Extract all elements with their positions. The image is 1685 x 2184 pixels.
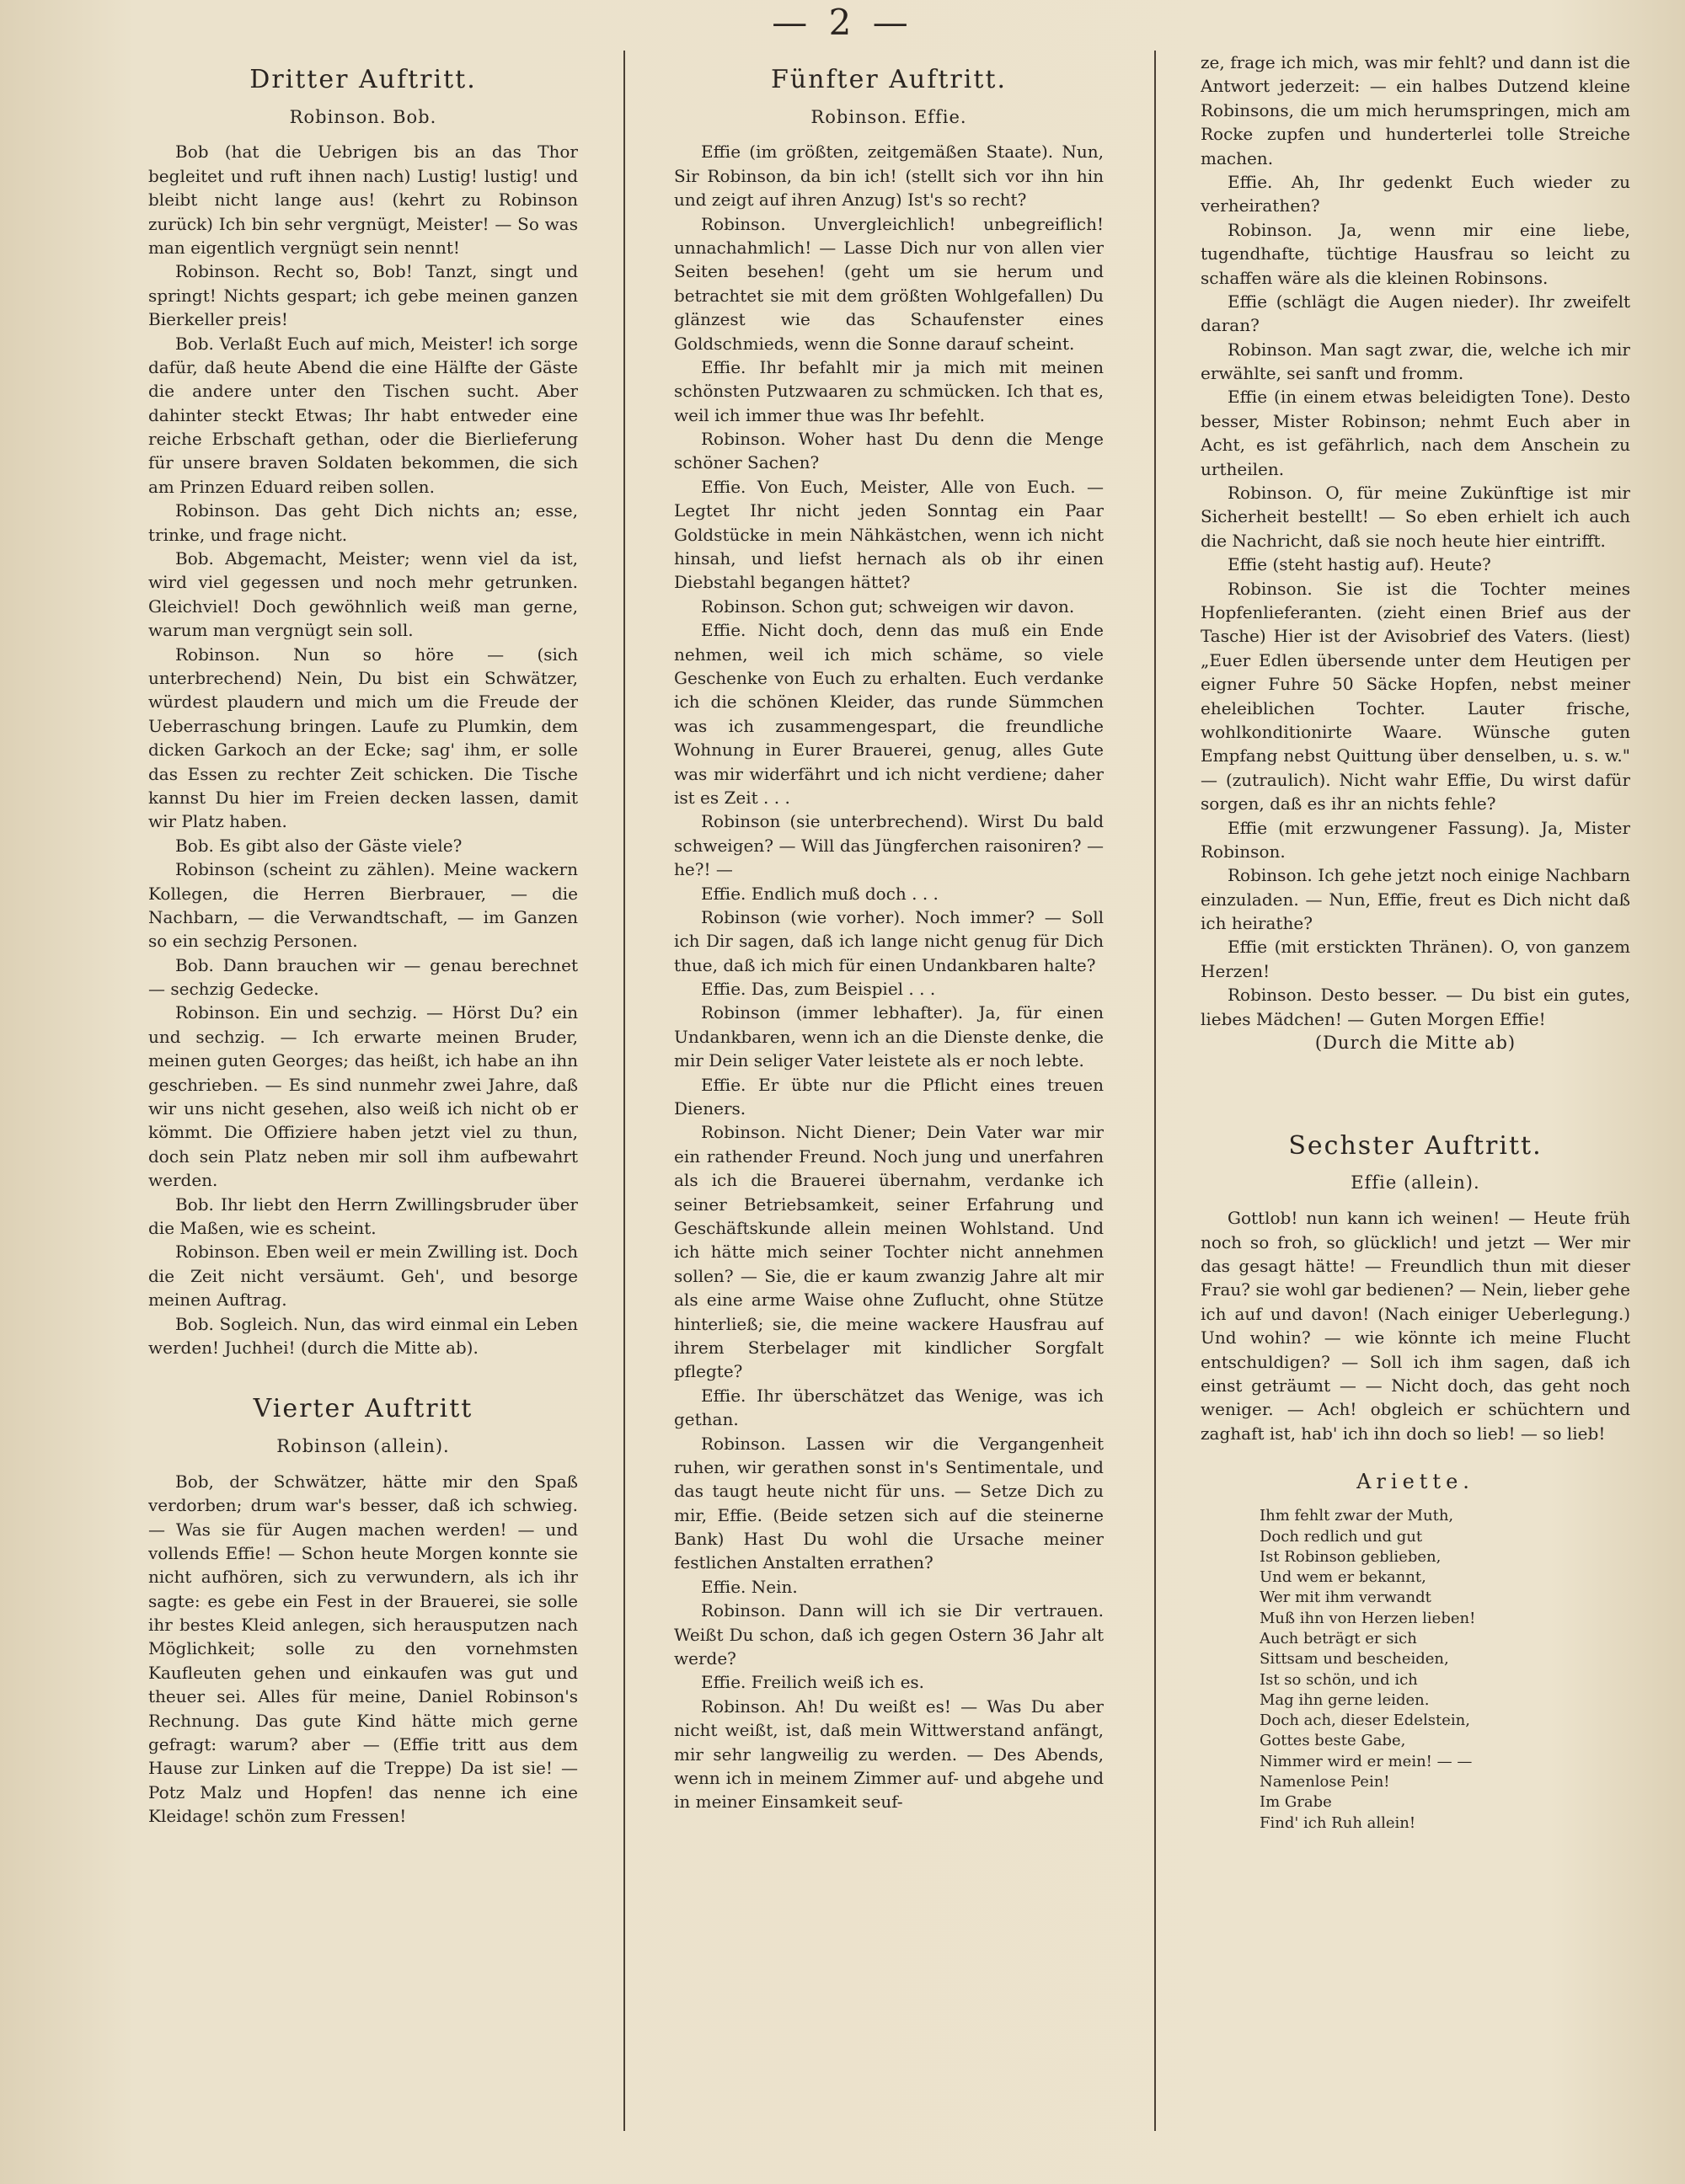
dialogue-paragraph: Robinson. Woher hast Du denn die Menge schöner Sachen?	[674, 429, 1104, 473]
scene-subheading: (Durch die Mitte ab)	[1314, 1033, 1516, 1054]
dialogue-paragraph: Robinson. Ja, wenn mir eine liebe, tugendhafte, tüchtige Hausfrau so leicht zu schaffen wäre als die kleinen Robinsons.	[1201, 219, 1630, 288]
dialogue-paragraph: Robinson. Man sagt zwar, die, welche ich mir erwählte, sei sanft und fromm.	[1201, 339, 1630, 384]
dialogue-paragraph: Gottlob! nun kann ich weinen! — Heute früh noch so froh, so glücklich! und jetzt — Wer mir das gesagt hätte! — Freundlich thun mit dieser Frau? sie wohl gar bedienen? — Nein, lieber gehe ich auf und davon! (Nach einiger Ueberlegung.) Und wohin? — wie könnte ich meine Flucht entschuldigen? — Soll ich ihm sagen, daß ich einst geträumt — — Nicht doch, das geht noch weniger. — Ach! obgleich er schüchtern und zaghaft ist, hab' ich ihn doch so lieb! — so lieb!	[1201, 1208, 1630, 1444]
scene-subheading: Robinson. Bob.	[289, 106, 437, 127]
song-line: Wer mit ihm verwandt	[1260, 1589, 1431, 1607]
dialogue-paragraph: Effie. Er übte nur die Pflicht eines treuen Dieners.	[674, 1074, 1104, 1119]
scene-heading: Fünfter Auftritt.	[771, 65, 1007, 94]
dialogue-paragraph: Robinson (immer lebhafter). Ja, für einen Undankbaren, wenn ich an die Dienste denke, die mir Dein seliger Vater leistete als er noch lebte.	[674, 1002, 1104, 1071]
dialogue-paragraph: Effie (mit erstickten Thränen). O, von ganzem Herzen!	[1201, 937, 1630, 981]
dialogue-paragraph: Effie. Von Euch, Meister, Alle von Euch. — Legtet Ihr nicht jeden Sonntag ein Paar Goldstücke in mein Nähkästchen, wenn ich nicht hinsah, und liefst hernach als ob ihr einen Diebstahl begangen hättet?	[674, 476, 1104, 593]
page-number: — 2 —	[772, 2, 913, 43]
dialogue-paragraph: Robinson. Lassen wir die Vergangenheit ruhen, wir gerathen sonst in's Sentimentale, und das taugt heute nicht für uns. — Setze Dich zu mir, Effie. (Beide setzen sich auf die steinerne Bank) Hast Du wohl die Ursache meiner festlichen Anstalten errathen?	[674, 1433, 1104, 1573]
dialogue-paragraph: Effie. Das, zum Beispiel . . .	[701, 979, 936, 1000]
dialogue-paragraph: Effie (in einem etwas beleidigten Tone). Desto besser, Mister Robinson; nehmt Euch aber in Acht, es ist gefährlich, nach dem Anschein zu urtheilen.	[1201, 387, 1630, 479]
dialogue-paragraph: Robinson. Ah! Du weißt es! — Was Du aber nicht weißt, ist, daß mein Wittwerstand anfängt, mir sehr langweilig zu werden. — Des Abends, wenn ich in meinem Zimmer auf- und abgehe und in meiner Einsamkeit seuf-	[674, 1695, 1104, 1813]
dialogue-paragraph: Robinson. Schon gut; schweigen wir davon.	[701, 595, 1075, 617]
dialogue-paragraph: Robinson. Nun so höre — (sich unterbrechend) Nein, Du bist ein Schwätzer, würdest plaudern und mich um die Freude der Ueberraschung bringen. Laufe zu Plumkin, dem dicken Garkoch an der Ecke; sag' ihm, er solle das Essen zu rechter Zeit schicken. Die Tische kannst Du hier im Freien decken lassen, damit wir Platz haben.	[148, 643, 578, 832]
dialogue-paragraph: Robinson. Desto besser. — Du bist ein gutes, liebes Mädchen! — Guten Morgen Effie!	[1201, 985, 1630, 1029]
dialogue-paragraph: Effie. Freilich weiß ich es.	[701, 1672, 925, 1693]
song-line: Doch redlich und gut	[1260, 1527, 1423, 1546]
dialogue-paragraph: Effie (steht hastig auf). Heute?	[1228, 554, 1491, 575]
dialogue-paragraph-continued: ze, frage ich mich, was mir fehlt? und dann ist die Antwort jederzeit: — ein halbes Dutzend kleine Robinsons, die um mich herumspringen, mich am Rocke zupfen und hunderterlei tolle Streiche machen.	[1201, 52, 1630, 168]
scene-heading: Dritter Auftritt.	[249, 65, 477, 94]
dialogue-paragraph: Effie. Ihr befahlt mir ja mich mit meinen schönsten Putzwaaren zu schmücken. Ich that es, weil ich immer thue was Ihr befehlt.	[674, 356, 1104, 425]
scene-heading: Vierter Auftritt	[253, 1394, 473, 1424]
scene-subheading: Effie (allein).	[1351, 1172, 1480, 1193]
column-middle	[674, 51, 1104, 1814]
dialogue-paragraph: Bob. Verlaßt Euch auf mich, Meister! ich sorge dafür, daß heute Abend die eine Hälfte der Gäste die andere unter den Tischen sucht. Aber dahinter steckt Etwas; Ihr habt entweder eine reiche Erbschaft gethan, oder die Bierlieferung für unsere braven Soldaten bekommen, die sich am Prinzen Eduard reiben sollen.	[148, 333, 578, 497]
dialogue-paragraph: Robinson. Nicht Diener; Dein Vater war mir ein rathender Freund. Noch jung und unerfahren als ich die Brauerei übernahm, verdanke ich seiner Betriebsamkeit, seiner Erfahrung und Geschäftskunde allein meinen Wohlstand. Und ich hätte mich seiner Tochter nicht annehmen sollen? — Sie, die er kaum zwanzig Jahre alt mir als eine arme Waise ohne Zuflucht, ohne Stütze hinterließ; sie, die meine wackere Hausfrau auf ihrem Sterbelager mit kindlicher Sorgfalt pflegte?	[674, 1122, 1104, 1382]
dialogue-paragraph: Robinson. O, für meine Zukünftige ist mir Sicherheit bestellt! — So eben erhielt ich auch die Nachricht, daß sie noch heute hier eintrifft.	[1201, 483, 1630, 551]
dialogue-paragraph: Robinson. Dann will ich sie Dir vertrauen. Weißt Du schon, daß ich gegen Ostern 36 Jahr alt werde?	[674, 1600, 1104, 1669]
dialogue-paragraph: Effie. Ihr überschätzet das Wenige, was ich gethan.	[674, 1385, 1104, 1430]
dialogue-paragraph: Effie (mit erzwungener Fassung). Ja, Mister Robinson.	[1201, 817, 1630, 862]
song-line: Mag ihn gerne leiden.	[1260, 1690, 1430, 1709]
song-line: Muß ihn von Herzen lieben!	[1260, 1609, 1476, 1627]
dialogue-paragraph: Robinson. Eben weil er mein Zwilling ist. Doch die Zeit nicht versäumt. Geh', und besorge meinen Auftrag.	[148, 1242, 578, 1311]
song-line: Im Grabe	[1260, 1793, 1332, 1812]
dialogue-paragraph: Bob. Es gibt also der Gäste viele?	[175, 835, 463, 856]
spacer	[148, 1359, 578, 1380]
song-line: Find' ich Ruh allein!	[1260, 1813, 1416, 1832]
dialogue-paragraph: Effie. Endlich muß doch . . .	[701, 883, 939, 904]
song-line: Nimmer wird er mein! — —	[1260, 1752, 1473, 1770]
dialogue-paragraph: Bob, der Schwätzer, hätte mir den Spaß verdorben; drum war's besser, daß ich schwieg. — Was sie für Augen machen werden! — und vollends Effie! — Schon heute Morgen konnte sie nicht aufhören, sich zu verwundern, als ich ihr sagte: es gebe ein Fest in der Brauerei, sie solle ihr bestes Kleid anlegen, sich herausputzen nach Möglichkeit; solle zu den vornehmsten Kaufleuten gehen und einkaufen was gut und theuer sei. Alles für meine, Daniel Robinson's Rechnung. Das gute Kind hätte mich gerne gefragt: warum? aber — (Effie tritt aus dem Hause zur Linken auf die Treppe) Da ist sie! — Potz Malz und Hopfen! das nenne ich eine Kleidage! schön zum Fressen!	[148, 1471, 578, 1827]
dialogue-paragraph: Effie. Nein.	[701, 1576, 798, 1597]
dialogue-paragraph: Bob. Sogleich. Nun, das wird einmal ein Leben werden! Juchhei! (durch die Mitte ab).	[148, 1313, 578, 1358]
column-divider	[1154, 51, 1156, 2131]
dialogue-paragraph: Robinson. Das geht Dich nichts an; esse, trinke, und frage nicht.	[148, 500, 578, 545]
dialogue-paragraph: Effie. Ah, Ihr gedenkt Euch wieder zu verheirathen?	[1201, 171, 1630, 216]
song-line: Ist Robinson geblieben,	[1260, 1547, 1442, 1566]
song-line: Doch ach, dieser Edelstein,	[1260, 1711, 1470, 1730]
song-verse	[1201, 1506, 1630, 1834]
dialogue-paragraph: Robinson. Ein und sechzig. — Hörst Du? ein und sechzig. — Ich erwarte meinen Bruder, meinen guten Georges; das heißt, ich habe an ihn geschrieben. — Es sind nunmehr zwei Jahre, daß wir uns nicht gesehen, also weiß ich nicht ob er kömmt. Die Offiziere haben jetzt viel zu thun, doch sein Platz neben mir soll ihm aufbewahrt werden.	[148, 1002, 578, 1191]
song-line: Namenlose Pein!	[1260, 1773, 1390, 1792]
dialogue-paragraph: Bob. Dann brauchen wir — genau berechnet — sechzig Gedecke.	[148, 954, 578, 1000]
dialogue-paragraph: Bob (hat die Uebrigen bis an das Thor begleitet und ruft ihnen nach) Lustig! lustig! und bleibt nicht lange aus! (kehrt zu Robinson zurück) Ich bin sehr vergnügt, Meister! — So was man eigentlich vergnügt sein nennt!	[148, 142, 578, 258]
dialogue-paragraph: Robinson. Sie ist die Tochter meines Hopfenlieferanten. (zieht einen Brief aus der Tasche) Hier ist der Avisobrief des Vaters. (liest) „Euer Edlen übersende unter dem Heutigen per eigner Fuhre 50 Säcke Hopfen, nebst meiner eheleiblichen Tochter. Lauter frische, wohlkonditionirte Waare. Wünsche guten Empfang nebst Quittung über denselben, u. s. w." — (zutraulich). Nicht wahr Effie, Du wirst dafür sorgen, daß es ihr an nichts fehle?	[1201, 578, 1630, 814]
dialogue-paragraph: Effie. Nicht doch, denn das muß ein Ende nehmen, weil ich mich schäme, so viele Geschenke von Euch zu erhalten. Euch verdanke ich die schönen Kleider, das runde Sümmchen was ich zusammengespart, die freundliche Wohnung in Eurer Brauerei, genug, alles Gute was mir widerfährt und ich nicht verdiene; daher ist es Zeit . . .	[674, 620, 1104, 808]
dialogue-paragraph: Robinson. Unvergleichlich! unbegreiflich! unnachahmlich! — Lasse Dich nur von allen vier Seiten besehen! (geht um sie herum und betrachtet sie mit dem größten Wohlgefallen) Du glänzest wie das Schaufenster eines Goldschmieds, wenn die Sonne darauf scheint.	[674, 213, 1104, 354]
dialogue-paragraph: Robinson. Recht so, Bob! Tanzt, singt und springt! Nichts gespart; ich gebe meinen ganzen Bierkeller preis!	[148, 261, 578, 330]
dialogue-paragraph: Robinson. Ich gehe jetzt noch einige Nachbarn einzuladen. — Nun, Effie, freut es Dich nicht daß ich heirathe?	[1201, 865, 1630, 934]
dialogue-paragraph: Bob. Abgemacht, Meister; wenn viel da ist, wird viel gegessen und noch mehr getrunken. Gleichviel! Doch gewöhnlich weiß man gerne, warum man vergnügt sein soll.	[148, 548, 578, 641]
dialogue-paragraph: Robinson (scheint zu zählen). Meine wackern Kollegen, die Herren Bierbrauer, — die Nachbarn, — die Verwandtschaft, — im Ganzen so ein sechzig Personen.	[148, 859, 578, 952]
song-line: Gottes beste Gabe,	[1260, 1732, 1406, 1750]
scene-subheading: Robinson (allein).	[276, 1435, 450, 1456]
song-line: Ist so schön, und ich	[1260, 1670, 1418, 1689]
column-right	[1201, 51, 1630, 1834]
spacer	[1201, 1066, 1630, 1117]
dialogue-paragraph: Effie (schlägt die Augen nieder). Ihr zweifelt daran?	[1201, 291, 1630, 336]
scene-subheading: Robinson. Effie.	[810, 106, 967, 127]
column-left	[148, 51, 578, 1829]
song-line: Auch beträgt er sich	[1260, 1630, 1417, 1647]
dialogue-paragraph: Bob. Ihr liebt den Herrn Zwillingsbruder über die Maßen, wie es scheint.	[148, 1193, 578, 1238]
song-line: Sittsam und bescheiden,	[1260, 1650, 1449, 1669]
column-divider	[623, 51, 625, 2131]
dialogue-paragraph: Robinson (sie unterbrechend). Wirst Du bald schweigen? — Will das Jüngferchen raisoniren? — he?! —	[674, 811, 1104, 880]
song-line: Und wem er bekannt,	[1260, 1568, 1426, 1587]
dialogue-paragraph: Robinson (wie vorher). Noch immer? — Soll ich Dir sagen, daß ich lange nicht genug für Dich thue, daß ich mich für einen Undankbaren halte?	[674, 906, 1104, 975]
dialogue-paragraph: Effie (im größten, zeitgemäßen Staate). Nun, Sir Robinson, da bin ich! (stellt sich vor ihn hin und zeigt auf ihren Anzug) Ist's so recht?	[674, 142, 1104, 211]
scene-heading: Sechster Auftritt.	[1288, 1130, 1543, 1161]
song-line: Ihm fehlt zwar der Muth,	[1260, 1507, 1454, 1525]
song-title: Ariette.	[1356, 1470, 1474, 1494]
